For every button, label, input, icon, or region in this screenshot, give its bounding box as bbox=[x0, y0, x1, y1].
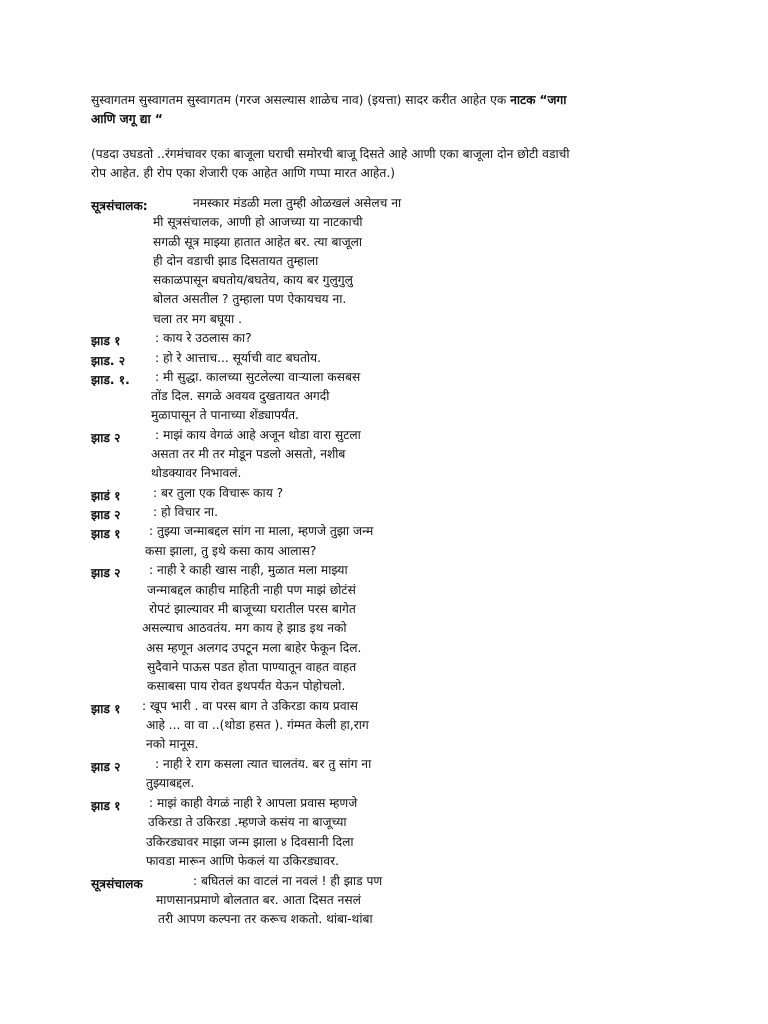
play-title-part1: “जगा bbox=[539, 93, 567, 107]
speaker-tree-1: झाड १ bbox=[91, 799, 121, 813]
dialogue-line: असल्याच आठवतंय. मग काय हे झाड इथ नको bbox=[142, 621, 347, 635]
dialogue-line: चला तर मग बघूया . bbox=[153, 312, 242, 326]
intro-line-1 bbox=[91, 94, 566, 106]
dialogue-line: : काय रे उठलास का? bbox=[155, 331, 252, 345]
dialogue-line: रोपटं झाल्यावर मी बाजूच्या घरातील परस बागेत bbox=[149, 602, 356, 616]
dialogue-line: : माझं काही वेगळं नाही रे आपला प्रवास म्हणजे bbox=[149, 796, 358, 810]
stage-direction-line-1: (पडदा उघडतो ..रंगमंचावर एका बाजूला घराची समोरची बाजू दिसते आहे आणी एका बाजूला दोन छोटी वडाची bbox=[91, 147, 570, 161]
speaker-sutrasanchalak: सूत्रसंचालक bbox=[91, 877, 143, 891]
speaker-tree-2: झाड. २ bbox=[91, 354, 126, 368]
dialogue-line: : बघितलं का वाटलं ना नवलं ! ही झाड पण bbox=[193, 874, 383, 888]
dialogue-line: असता तर मी तर मोडून पडलो असतो, नशीब bbox=[151, 447, 346, 461]
speaker-tree-2: झाड २ bbox=[91, 566, 121, 580]
dialogue-line: माणसानप्रमाणे बोलतात बर. आता दिसत नसलं bbox=[156, 893, 361, 907]
dialogue-line: तुझ्याबद्दल. bbox=[146, 776, 195, 790]
dialogue-line: आहे ... वा वा ..(थोडा हसत ). गंम्मत केली हा,राग bbox=[146, 718, 369, 732]
speaker-sutrasanchalak: सूत्रसंचालक: bbox=[91, 199, 148, 213]
dialogue-line: मुळापासून ते पानाच्या शेंड्यापर्यंत. bbox=[151, 408, 299, 422]
dialogue-line: : माझं काय वेगळं आहे अजून थोडा वारा सुटला bbox=[155, 428, 361, 442]
dialogue-line: तोंड दिल. सगळे अवयव दुखतायत अगदी bbox=[151, 389, 330, 403]
speaker-tree-2: झाड २ bbox=[91, 508, 121, 522]
dialogue-line: अस म्हणून अलगद उपटून मला बाहेर फेकून दिल. bbox=[146, 641, 362, 655]
dialogue-line: उकिरड्यावर माझा जन्म झाला ४ दिवसानी दिला bbox=[146, 835, 354, 849]
dialogue-line: : हो रे आत्ताच... सूर्याची वाट बघतोय. bbox=[155, 351, 322, 365]
dialogue-line: नमस्कार मंडळी मला तुम्ही ओळखलं असेलच ना bbox=[193, 196, 402, 210]
dialogue-line: : मी सुद्धा. कालच्या सुटलेल्या वाऱ्याला कसबस bbox=[155, 370, 361, 384]
dialogue-line: मी सूत्रसंचालक, आणी हो आजच्या या नाटकाची bbox=[153, 215, 363, 229]
dialogue-line: : तुझ्या जन्माबद्दल सांग ना माला, म्हणजे तुझा जन्म bbox=[149, 524, 374, 538]
dialogue-line: बोलत असतील ? तुम्हाला पण ऐकायचय ना. bbox=[153, 292, 347, 306]
natak-word: नाटक bbox=[510, 93, 536, 107]
dialogue-line: फावडा मारून आणि फेकलं या उकिरड्यावर. bbox=[146, 854, 339, 868]
speaker-tree-1: झाड १ bbox=[91, 527, 121, 541]
dialogue-line: सगळी सूत्र माझ्या हातात आहेत बर. त्या बाजूला bbox=[153, 235, 363, 249]
dialogue-line: : नाही रे काही खास नाही, मुळात मला माझ्या bbox=[149, 563, 348, 577]
speaker-tree-2: झाड २ bbox=[91, 760, 121, 774]
dialogue-line: सकाळपासून बघतोय/बघतेय, काय बर गुलुगुलु bbox=[153, 273, 353, 287]
dialogue-line: थोडक्यावर निभावलं. bbox=[151, 466, 242, 480]
dialogue-line: तरी आपण कल्पना तर करूच शकतो. थांबा-थांबा bbox=[158, 912, 373, 926]
speaker-tree-1: झाड १ bbox=[91, 702, 121, 716]
dialogue-line: सुदैवाने पाऊस पडत होता पाण्यातून वाहत वाहत bbox=[147, 660, 357, 674]
speaker-tree-1: झाडं १ bbox=[91, 489, 121, 503]
stage-direction-line-2: रोप आहेत. ही रोप एका शेजारी एक आहेत आणि गप्पा मारत आहेत.) bbox=[91, 166, 395, 180]
play-title-part2: आणि जगू द्या “ bbox=[91, 112, 163, 126]
speaker-tree-2: झाड २ bbox=[91, 431, 121, 445]
dialogue-line: उकिरडा ते उकिरडा .म्हणजे कसंय ना बाजूच्या bbox=[148, 815, 347, 829]
speaker-tree-1: झाड. १. bbox=[91, 373, 130, 387]
speaker-tree-1: झाड १ bbox=[91, 334, 121, 348]
dialogue-line: जन्माबद्दल काहीच माहिती नाही पण माझं छोटंसं bbox=[147, 583, 356, 597]
dialogue-line: : बर तुला एक विचारू काय ? bbox=[153, 486, 284, 500]
dialogue-line: ही दोन वडाची झाड दिसतायत तुम्हाला bbox=[153, 254, 319, 268]
dialogue-line: : नाही रे राग कसला त्यात चालतंय. बर तु सांग ना bbox=[155, 757, 372, 771]
dialogue-line: : खूप भारी . वा परस बाग ते उकिरडा काय प्रवास bbox=[142, 699, 359, 713]
dialogue-line: नको मानूस. bbox=[146, 737, 199, 751]
dialogue-line: कसा झाला, तु इथे कसा काय आलास? bbox=[145, 544, 317, 558]
intro-text: सुस्वागतम सुस्वागतम सुस्वागतम (गरज असल्यास शाळेच नाव) (इयत्ता) सादर करीत आहेत एक bbox=[91, 93, 507, 107]
dialogue-line: कसाबसा पाय रोवत इथपर्यंत येऊन पोहोचलो. bbox=[147, 679, 346, 693]
dialogue-line: : हो विचार ना. bbox=[153, 505, 218, 519]
